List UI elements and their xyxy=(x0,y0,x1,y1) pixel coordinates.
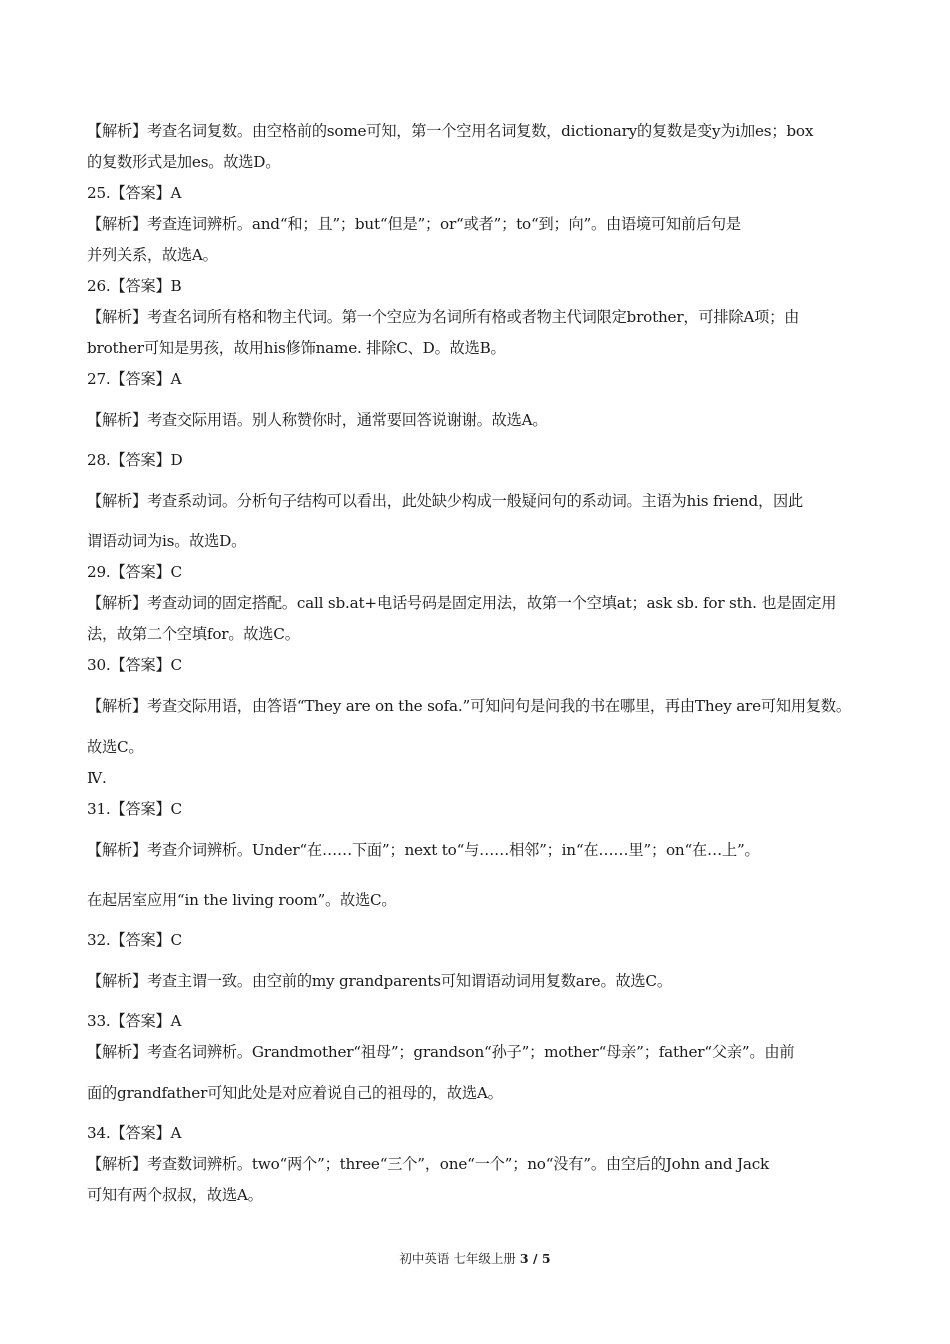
answer-line: 26.【答案】B xyxy=(87,277,182,295)
text-line: 【解析】考查系动词。分析句子结构可以看出，此处缺少构成一般疑问句的系动词。主语为his friend，因此 xyxy=(87,492,803,510)
answer-line: 28.【答案】D xyxy=(87,451,183,469)
text-line: 的复数形式是加es。故选D。 xyxy=(87,153,281,171)
text-line: 【解析】考查名词复数。由空格前的some可知，第一个空用名词复数，dictionary的复数是变y为i加es；box xyxy=(87,122,814,140)
answer-line: 30.【答案】C xyxy=(87,656,182,674)
answer-line: 31.【答案】C xyxy=(87,800,182,818)
section-heading: Ⅳ. xyxy=(87,769,107,787)
text-line: 【解析】考查交际用语。别人称赞你时，通常要回答说谢谢。故选A。 xyxy=(87,411,548,429)
text-line: 在起居室应用“in the living room”。故选C。 xyxy=(87,891,397,909)
text-line: 【解析】考查名词辨析。Grandmother“祖母”；grandson“孙子”；mother“母亲”；father“父亲”。由前 xyxy=(87,1043,795,1061)
text-line: 法，故第二个空填for。故选C。 xyxy=(87,625,300,643)
text-line: 【解析】考查介词辨析。Under“在……下面”；next to“与……相邻”；in“在……里”；on“在…上”。 xyxy=(87,841,760,859)
answer-line: 32.【答案】C xyxy=(87,931,182,949)
text-line: 可知有两个叔叔，故选A。 xyxy=(87,1186,263,1204)
text-line: brother可知是男孩，故用his修饰name. 排除C、D。故选B。 xyxy=(87,339,506,357)
text-line: 【解析】考查动词的固定搭配。call sb.at+电话号码是固定用法，故第一个空填at；ask sb. for sth. 也是固定用 xyxy=(87,594,837,612)
answer-line: 27.【答案】A xyxy=(87,370,182,388)
answer-line: 33.【答案】A xyxy=(87,1012,182,1030)
page-number: 3 / 5 xyxy=(519,1251,551,1266)
answer-line: 25.【答案】A xyxy=(87,184,182,202)
page-footer xyxy=(0,1249,950,1267)
answer-line: 29.【答案】C xyxy=(87,563,182,581)
text-line: 并列关系，故选A。 xyxy=(87,246,218,264)
text-line: 【解析】考查交际用语，由答语“They are on the sofa.”可知问句是问我的书在哪里，再由They are可知用复数。 xyxy=(87,697,851,715)
text-line: 【解析】考查主谓一致。由空前的my grandparents可知谓语动词用复数are。故选C。 xyxy=(87,972,672,990)
answer-line: 34.【答案】A xyxy=(87,1124,182,1142)
footer-label: 初中英语 七年级上册 xyxy=(399,1251,516,1266)
text-line: 面的grandfather可知此处是对应着说自己的祖母的，故选A。 xyxy=(87,1084,503,1102)
text-line: 谓语动词为is。故选D。 xyxy=(87,532,247,550)
text-line: 故选C。 xyxy=(87,738,144,756)
text-line: 【解析】考查连词辨析。and“和；且”；but“但是”；or“或者”；to“到；向”。由语境可知前后句是 xyxy=(87,215,741,233)
text-line: 【解析】考查数词辨析。two“两个”；three“三个”，one“一个”；no“没有”。由空后的John and Jack xyxy=(87,1155,770,1173)
text-line: 【解析】考查名词所有格和物主代词。第一个空应为名词所有格或者物主代词限定brother，可排除A项；由 xyxy=(87,308,800,326)
